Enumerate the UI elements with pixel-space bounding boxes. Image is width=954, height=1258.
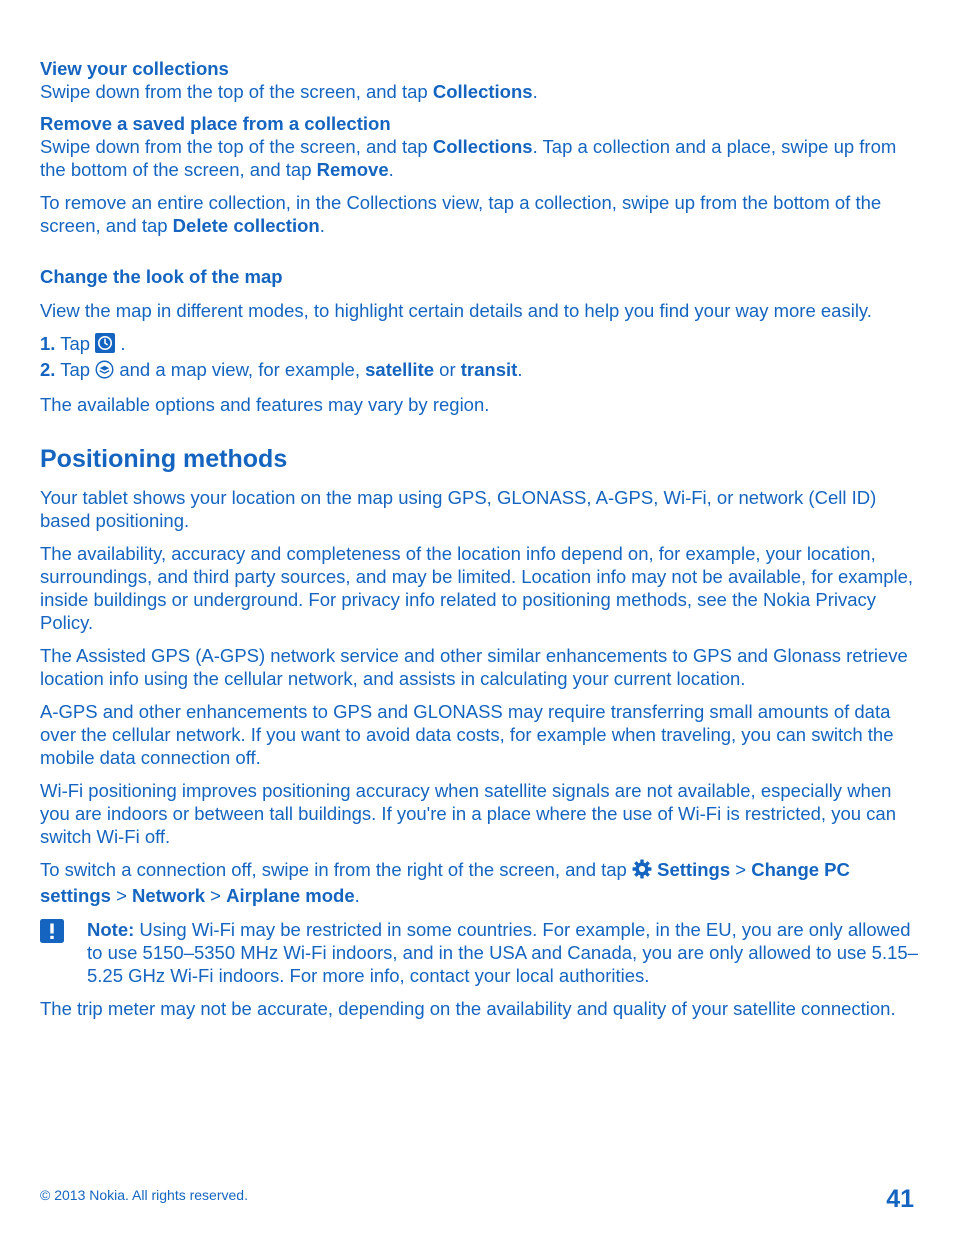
map-options-note: The available options and features may vary by region.: [40, 394, 490, 415]
remove-collection-text: To remove an entire collection, in the Collections view, tap a collection, swipe up from the bottom of the screen, and tap Delete collection.: [40, 192, 882, 236]
note-text: Note: Using Wi-Fi may be restricted in some countries. For example, in the EU, you are only allowed to use 5150–5350 MHz Wi-Fi indoors, and in the USA and Canada, you are only allowed to use 5.15–5.25 GHz Wi-Fi indoors. For more info, contact your local authorities.: [87, 919, 918, 986]
view-collections-text: Swipe down from the top of the screen, and tap Collections.: [40, 81, 538, 102]
page-content: [40, 57, 918, 1020]
page-number: 41: [886, 1185, 914, 1213]
remove-place-heading: Remove a saved place from a collection: [40, 113, 391, 134]
positioning-p6: To switch a connection off, swipe in from the right of the screen, and tap Settings > Change PC settings > Network > Airplane mode.: [40, 859, 850, 906]
positioning-p4: A-GPS and other enhancements to GPS and GLONASS may require transferring small amounts of data over the cellular network. If you want to avoid data costs, for example when traveling, you can switch the mobile data connection off.: [40, 701, 894, 768]
trip-meter-text: The trip meter may not be accurate, depending on the availability and quality of your satellite connection.: [40, 998, 896, 1019]
positioning-p1: Your tablet shows your location on the map using GPS, GLONASS, A-GPS, Wi-Fi, or network (Cell ID) based positioning.: [40, 487, 877, 531]
positioning-heading: Positioning methods: [40, 445, 288, 473]
map-look-heading: Change the look of the map: [40, 266, 283, 287]
note-block: [40, 918, 918, 987]
copyright: © 2013 Nokia. All rights reserved.: [40, 1187, 248, 1203]
map-layers-icon: [95, 360, 114, 384]
map-look-intro: View the map in different modes, to highlight certain details and to help you find your way more easily.: [40, 300, 872, 321]
positioning-p5: Wi-Fi positioning improves positioning accuracy when satellite signals are not available, especially when you are indoors or between tall buildings. If you're in a place where the use of Wi-Fi is restricted, you can switch Wi-Fi off.: [40, 780, 896, 847]
map-step-2: 2. Tap and a map view, for example, satellite or transit.: [40, 358, 918, 384]
location-clock-icon: [95, 333, 115, 358]
remove-place-text: Swipe down from the top of the screen, and tap Collections. Tap a collection and a place, swipe up from the bottom of the screen, and tap Remove.: [40, 136, 897, 180]
gear-icon: [632, 859, 652, 884]
positioning-p2: The availability, accuracy and completeness of the location info depend on, for example, your location, surroundings, and third party sources, and may be limited. Location info may not be available, for example, inside buildings or underground. For privacy info related to positioning methods, see the Nokia Privacy Policy.: [40, 543, 914, 633]
view-collections-heading: View your collections: [40, 58, 229, 79]
exclamation-note-icon: [40, 919, 64, 948]
positioning-p3: The Assisted GPS (A-GPS) network service and other similar enhancements to GPS and Glonass retrieve location info using the cellular network, and assists in calculating your current location.: [40, 645, 908, 689]
map-step-1: 1. Tap .: [40, 332, 918, 358]
